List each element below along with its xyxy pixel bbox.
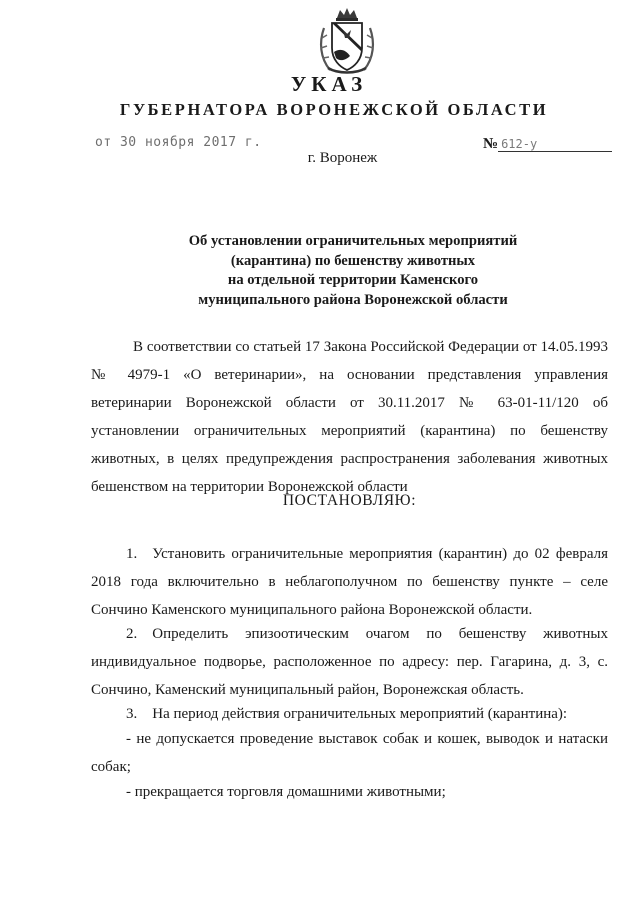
document-title <box>140 232 566 310</box>
title-line: муниципального района Воронежской области <box>198 291 508 308</box>
coat-of-arms-emblem <box>316 8 378 76</box>
number-value: 612-у <box>501 137 538 151</box>
preamble-paragraph: В соответствии со статьей 17 Закона Российской Федерации от 14.05.1993 № 4979-1 «О ветеринарии», на основании представления управления ветеринарии Воронежской области от 30.11.2017 № 63-01-11/120 об установлении ограничительных мероприятий (карантина) по бешенству животных, в целях предупреждения распространения заболевания животных бешенством на территории Воронежской области <box>91 339 608 495</box>
item-3-paragraph: 3. На период действия ограничительных мероприятий (карантина): <box>126 706 568 722</box>
item-2-paragraph: 2. Определить эпизоотическим очагом по бешенству животных индивидуальное подворье, расположенное по адресу: пер. Гагарина, д. 3, с. Сончино, Каменский муниципальный район, Воронежская область. <box>91 626 608 698</box>
title-line: (карантина) по бешенству животных <box>230 252 476 269</box>
document-type-heading: УКАЗ <box>290 72 368 96</box>
number-sign: № <box>483 136 499 152</box>
title-line: Об установлении ограничительных мероприятий <box>188 233 518 249</box>
resolution-heading: ПОСТАНОВЛЯЮ: <box>282 492 417 509</box>
title-line: на отдельной территории Каменского <box>227 272 479 288</box>
item-3-bullet-1: - не допускается проведение выставок собак и кошек, выводок и натаски собак; <box>91 731 608 775</box>
item-1-paragraph: 1. Установить ограничительные мероприятия (карантин) до 02 февраля 2018 года включительно в неблагополучном по бешенству пункте – селе Сончино Каменского муниципального района Воронежской области. <box>91 546 608 618</box>
city-line: г. Воронеж <box>307 150 378 166</box>
document-date: от 30 ноября 2017 г. <box>95 135 262 150</box>
issuer-heading: ГУБЕРНАТОРА ВОРОНЕЖСКОЙ ОБЛАСТИ <box>119 100 549 119</box>
item-3-bullet-2: - прекращается торговля домашними животными; <box>126 784 446 800</box>
